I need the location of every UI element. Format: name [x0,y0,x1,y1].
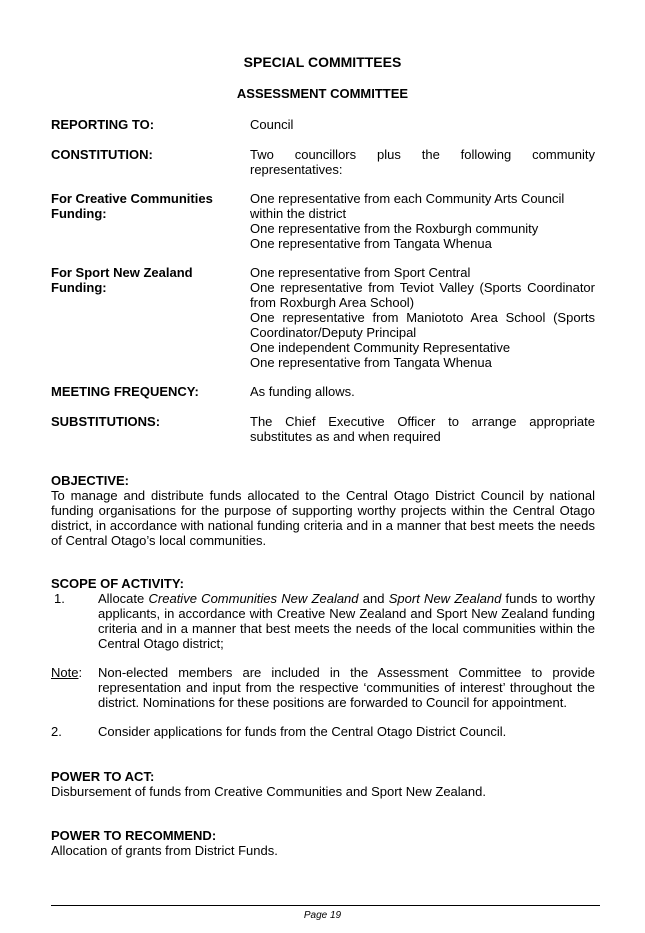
power-to-act-text: Disbursement of funds from Creative Communities and Sport New Zealand. [51,784,486,799]
reporting-value [250,117,595,132]
constitution-label: CONSTITUTION: [51,147,153,162]
creative-value [250,191,595,251]
sport-line: One representative from Maniototo Area School (Sports Coordinator/Deputy Principal [250,310,595,340]
sport-line: One representative from Teviot Valley (Sports Coordinator from Roxburgh Area School) [250,280,595,310]
constitution-value [250,147,595,177]
creative-communities-emphasis: Creative Communities New Zealand [148,591,359,606]
note-label-text: Note [51,665,79,680]
creative-line: One representative from each Community Arts Council within the district [250,191,565,221]
scope-item-1-text-part: and [358,591,389,606]
objective-section [51,473,595,548]
reporting-label: REPORTING TO: [51,117,155,132]
committee-title: ASSESSMENT COMMITTEE [236,86,409,101]
note-label [51,665,82,680]
scope-item-2 [51,724,595,740]
sport-nz-emphasis: Sport New Zealand [388,591,502,606]
sport-line: One representative from Tangata Whenua [250,355,492,370]
scope-item-2-number: 2. [51,724,62,739]
frequency-line: As funding allows. [250,384,355,399]
power-to-act-title: POWER TO ACT: [51,769,155,784]
creative-line: One representative from the Roxburgh community [250,221,539,236]
sport-line: One representative from Sport Central [250,265,471,280]
power-to-recommend-title: POWER TO RECOMMEND: [51,828,217,843]
creative-line: One representative from Tangata Whenua [250,236,492,251]
sport-value [250,265,595,370]
page-number: Page 19 [303,910,342,921]
scope-item-2-text: Consider applications for funds from the Central Otago District Council. [98,724,507,739]
constitution-line: Two councillors plus the following community representatives: [250,147,595,177]
substitutions-value [250,414,595,444]
creative-label: For Creative Communities Funding: [51,191,213,221]
frequency-label: MEETING FREQUENCY: [51,384,199,399]
scope-section [51,576,595,591]
footer-divider [51,905,600,906]
substitutions-label: SUBSTITUTIONS: [51,414,161,429]
power-to-act-section [51,769,595,799]
reporting-line: Council [250,117,294,132]
scope-item-1-number: 1. [54,591,65,606]
sport-label: For Sport New Zealand Funding: [51,265,193,295]
note-label-colon: : [78,665,83,680]
scope-note [51,665,595,711]
power-to-recommend-section [51,828,595,858]
objective-text: To manage and distribute funds allocated to the Central Otago District Council by national funding organisations for the purpose of supporting worthy projects within the Central Otago district, in accordance with national funding criteria and in a manner that best meets the needs of Central Otago’s local communities. [51,488,595,548]
scope-item-1-text-part: Allocate [98,591,149,606]
page-title: SPECIAL COMMITTEES [243,54,402,70]
objective-title: OBJECTIVE: [51,473,130,488]
scope-title: SCOPE OF ACTIVITY: [51,576,184,591]
substitutions-line: The Chief Executive Officer to arrange appropriate substitutes as and when required [250,414,595,444]
frequency-value [250,384,595,399]
scope-item-1-text-part: funds to worthy applicants, in accordance with Creative New Zealand and Sport New Zealand funding criteria and in a manner that best meets the needs of the local communities within the Central Otago district; [98,591,595,651]
power-to-recommend-text: Allocation of grants from District Funds. [51,843,278,858]
note-text: Non-elected members are included in the Assessment Committee to provide representation and input from the respective ‘communities of interest’ throughout the district. Nominations for these positions are forwarded to Council for appointment. [98,665,595,710]
sport-line: One independent Community Representative [250,340,511,355]
scope-item-1-text [98,591,595,651]
scope-item-1 [51,591,595,653]
